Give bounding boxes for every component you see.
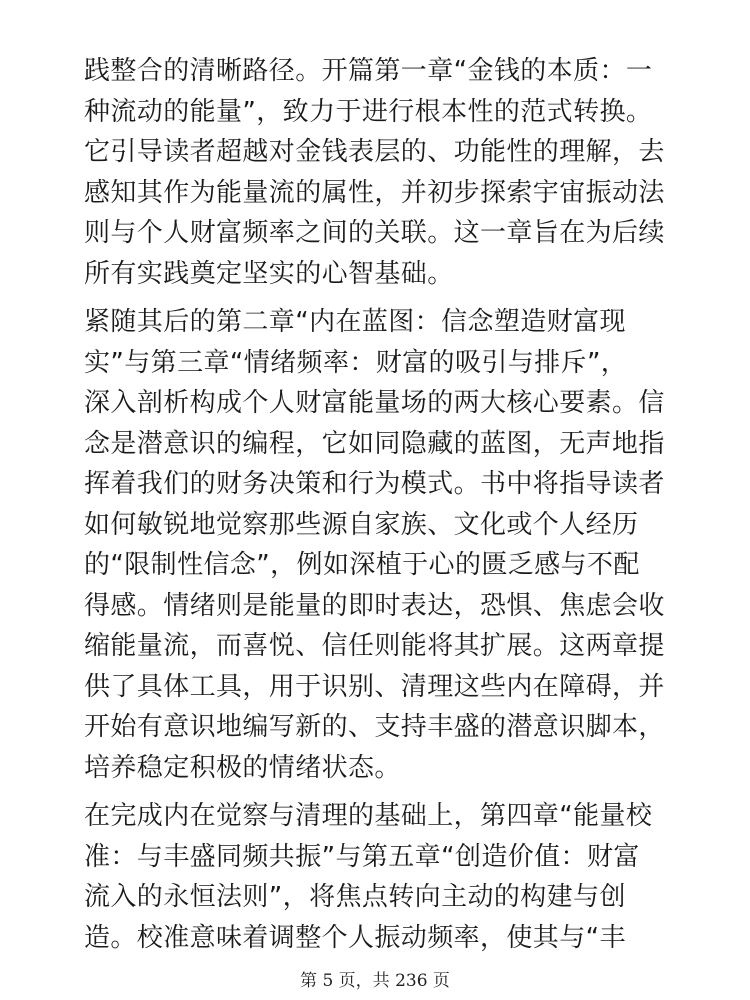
text-line: 感知其作为能量流的属性，并初步探索宇宙振动法 bbox=[84, 177, 665, 208]
text-line: 深入剖析构成个人财富能量场的两大核心要素。信 bbox=[84, 388, 665, 418]
text-line: 准：与丰盛同频共振”与第五章“创造价值：财富 bbox=[84, 841, 640, 872]
text-line: 如何敏锐地觉察那些源自家族、文化或个人经历 bbox=[84, 509, 639, 540]
text-line: 缩能量流，而喜悦、信任则能将其扩展。这两章提 bbox=[84, 631, 665, 661]
text-line: 培养稳定积极的情绪状态。 bbox=[84, 752, 401, 783]
text-line: 则与个人财富频率之间的关联。这一章旨在为后续 bbox=[84, 218, 665, 248]
text-line: 念是潜意识的编程，它如同隐藏的蓝图，无声地指 bbox=[84, 428, 665, 459]
paragraph-2 bbox=[84, 302, 684, 788]
text-line: 所有实践奠定坚实的心智基础。 bbox=[84, 258, 454, 289]
text-line: 流入的永恒法则”，将焦点转向主动的构建与创 bbox=[84, 882, 626, 912]
text-line: 实”与第三章“情绪频率：财富的吸引与排斥”， bbox=[84, 347, 628, 378]
text-line: 挥着我们的财务决策和行为模式。书中将指导读者 bbox=[84, 469, 665, 499]
text-line: 践整合的清晰路径。开篇第一章“金钱的本质：一 bbox=[84, 56, 653, 86]
paragraph-3 bbox=[84, 796, 684, 958]
text-line: 的“限制性信念”，例如深植于心的匮乏感与不配 bbox=[84, 550, 640, 580]
text-line: 供了具体工具，用于识别、清理这些内在障碍，并 bbox=[84, 671, 665, 702]
text-line: 造。校准意味着调整个人振动频率，使其与“丰 bbox=[84, 922, 626, 953]
page-number-footer: 第 5 页，共 236 页 bbox=[300, 971, 450, 991]
paragraph-1 bbox=[84, 51, 684, 294]
text-line: 得感。情绪则是能量的即时表达，恐惧、焦虑会收 bbox=[84, 590, 665, 621]
text-line: 开始有意识地编写新的、支持丰盛的潜意识脚本， bbox=[84, 712, 665, 742]
text-line: 它引导读者超越对金钱表层的、功能性的理解，去 bbox=[84, 137, 665, 167]
text-line: 在完成内在觉察与清理的基础上，第四章“能量校 bbox=[84, 801, 653, 831]
text-line: 种流动的能量”，致力于进行根本性的范式转换。 bbox=[84, 96, 653, 127]
text-line: 紧随其后的第二章“内在蓝图：信念塑造财富现 bbox=[84, 307, 626, 337]
